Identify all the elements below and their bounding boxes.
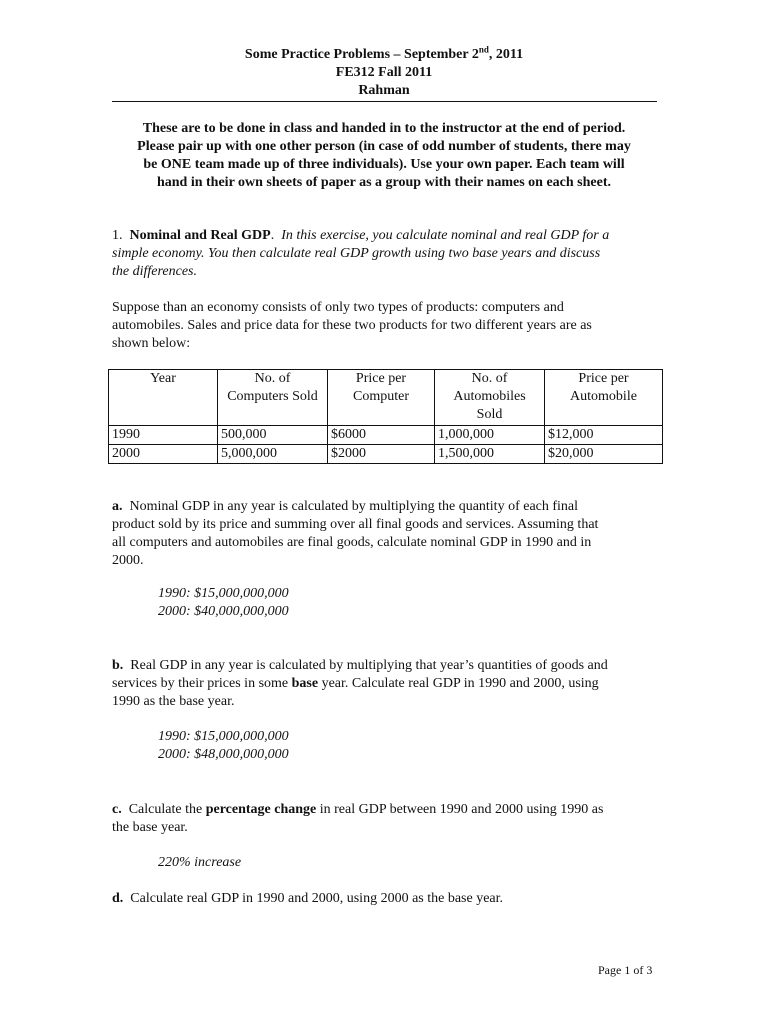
table-cell: 500,000 [218,426,328,445]
table-header-row [109,370,663,426]
part-label: b. [112,658,124,673]
table-cell: 1990 [109,426,218,445]
part-c-answer: 220% increase [158,855,242,870]
part-a-answer: 1990: $15,000,000,000 2000: $40,000,000,000 [158,586,289,619]
part-a: a. Nominal GDP in any year is calculated by multiplying the quantity of each final product sold by its price and summing over all final goods and services. Assuming that all computers and automobiles are final goods, calculate nominal GDP in 1990 and in 2000. [112,499,599,568]
table-cell: $2000 [328,445,435,464]
table-header-cell: Price per Computer [328,370,435,426]
part-label: a. [112,499,123,514]
instructions-line: be ONE team made up of three individuals). Use your own paper. Each team will [143,157,625,172]
instructions-block [112,120,656,192]
problem-title: Nominal and Real GDP [129,228,271,243]
table-cell: 2000 [109,445,218,464]
table-cell: 1,500,000 [435,445,545,464]
instructions-line: hand in their own sheets of paper as a group with their names on each sheet. [156,175,611,190]
table-cell: 1,000,000 [435,426,545,445]
table-header-cell: Price per Automobile [545,370,663,426]
table-cell: 5,000,000 [218,445,328,464]
document-header [112,46,656,100]
problem-number: 1. [112,228,123,243]
instructions-line: Please pair up with one other person (in case of odd number of students, there may [137,139,631,154]
table-header-cell: No. of Automobiles Sold [435,370,545,426]
part-b-answer: 1990: $15,000,000,000 2000: $48,000,000,000 [158,729,289,762]
instructor-name: Rahman [358,83,410,98]
part-d: d. Calculate real GDP in 1990 and 2000, using 2000 as the base year. [112,891,504,906]
table-cell: $12,000 [545,426,663,445]
table-row [109,426,663,445]
part-c: c. Calculate the percentage change in real GDP between 1990 and 2000 using 1990 as the base year. [112,802,604,835]
instructions-line: These are to be done in class and handed in to the instructor at the end of period. [142,121,626,136]
table-cell: $20,000 [545,445,663,464]
part-label: d. [112,891,124,906]
table-row [109,445,663,464]
problem1-intro: 1. Nominal and Real GDP. In this exercise, you calculate nominal and real GDP for a simple economy. You then calculate real GDP growth using two base years and discuss the differences. [112,228,610,279]
part-label: c. [112,802,122,817]
page-number: Page 1 of 3 [598,963,653,977]
problem1-setup: Suppose than an economy consists of only two types of products: computers and automobiles. Sales and price data for these two products for two different years are as shown below: [112,300,592,351]
table-cell: $6000 [328,426,435,445]
table-header-cell: No. of Computers Sold [218,370,328,426]
sales-price-table [108,369,663,464]
course-code: FE312 Fall 2011 [335,65,433,80]
header-divider [112,101,657,102]
document-title: Some Practice Problems – September 2nd, 2011 [244,44,524,62]
table-header-cell: Year [109,370,218,426]
part-b: b. Real GDP in any year is calculated by multiplying that year’s quantities of goods and services by their prices in some base year. Calculate real GDP in 1990 and 2000, using 1990 as the base year. [112,658,608,709]
